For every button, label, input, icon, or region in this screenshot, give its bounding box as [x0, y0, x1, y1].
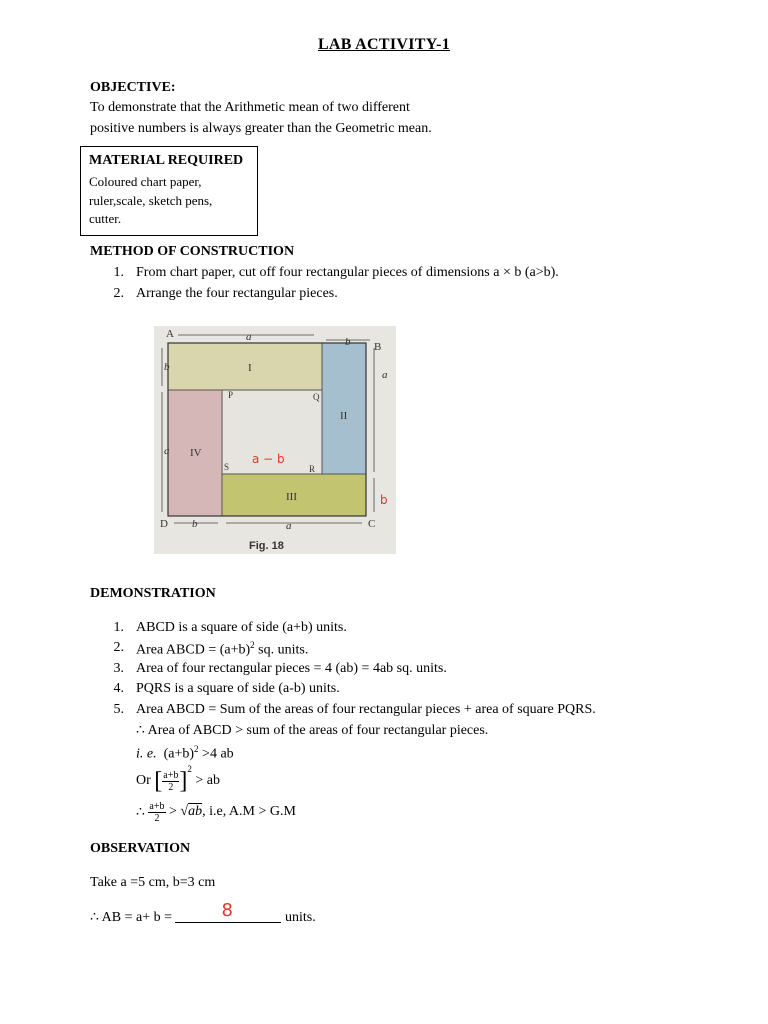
demo-item-text: Area ABCD = Sum of the areas of four rectangular pieces + area of square PQRS.: [136, 702, 596, 717]
material-line-2: ruler,scale, sketch pens,: [89, 193, 213, 208]
material-box: [80, 146, 258, 236]
demo-item-number: 5.: [113, 702, 124, 717]
label-a-top: a: [246, 331, 252, 343]
figure-caption: Fig. 18: [249, 540, 284, 552]
therefore-line: ∴ Area of ABCD > sum of the areas of four rectangular pieces.: [136, 723, 489, 738]
label-b-top: b: [345, 336, 351, 348]
method-item-text: From chart paper, cut off four rectangular pieces of dimensions a × b (a>b).: [136, 265, 559, 280]
page-title: LAB ACTIVITY-1: [317, 36, 451, 53]
figure-diagram: [154, 326, 396, 554]
method-heading: METHOD OF CONSTRUCTION: [90, 244, 295, 259]
label-R: R: [309, 464, 316, 474]
demonstration-heading: DEMONSTRATION: [90, 586, 216, 601]
demo-item-text: Area of four rectangular pieces = 4 (ab) = 4ab sq. units.: [136, 661, 447, 676]
demo-item-number: 1.: [113, 620, 124, 635]
label-IV: IV: [190, 447, 202, 459]
or-fraction: $\frac{a+b}{2}$: [163, 769, 179, 793]
label-b-bottom: b: [192, 518, 198, 530]
label-A: A: [166, 328, 174, 340]
final-fraction: $\frac{a+b}{2}$: [149, 800, 165, 824]
objective-line-1: To demonstrate that the Arithmetic mean of two different: [90, 100, 410, 115]
piece-I: [168, 343, 322, 390]
label-a-right: a: [382, 369, 388, 381]
demonstration-list: [0, 620, 768, 724]
handwritten-answer: 8: [221, 900, 233, 921]
demo-item-text: PQRS is a square of side (a-b) units.: [136, 681, 340, 696]
method-list: [0, 265, 768, 309]
label-Q: Q: [313, 392, 320, 402]
demo-item-text: Area ABCD = $(a+b)^2$ sq. units.: [136, 640, 309, 658]
piece-II: [322, 343, 366, 474]
demo-item-number: 4.: [113, 681, 124, 696]
observation-values: Take a =5 cm, b=3 cm: [90, 875, 216, 890]
material-heading: MATERIAL REQUIRED: [89, 153, 244, 168]
demo-item-number: 2.: [113, 640, 124, 655]
label-I: I: [248, 362, 252, 374]
objective-heading: OBJECTIVE:: [90, 80, 176, 95]
handwritten-b: b: [380, 493, 388, 507]
construction-figure: [154, 326, 396, 554]
observation-heading: OBSERVATION: [90, 841, 191, 856]
or-line: Or [ $\frac{a+b}{2}$ ] $^2$ > ab: [136, 764, 220, 794]
method-item-number: 2.: [113, 286, 124, 301]
handwritten-a-minus-b: a − b: [252, 452, 285, 466]
label-a-bottom: a: [286, 520, 292, 532]
label-III: III: [286, 491, 297, 503]
label-P: P: [228, 390, 234, 400]
label-D: D: [160, 518, 168, 530]
objective-line-2: positive numbers is always greater than the Geometric mean.: [90, 121, 432, 136]
material-line-1: Coloured chart paper,: [89, 174, 202, 189]
demo-item-text: ABCD is a square of side (a+b) units.: [136, 620, 347, 635]
material-line-3: cutter.: [89, 211, 122, 226]
observation-ab-line: ∴ AB = a+ b = 8 units.: [90, 900, 316, 925]
demo-item-number: 3.: [113, 661, 124, 676]
label-C: C: [368, 518, 376, 530]
ie-line: i. e. $(a+b)^2 >4$ ab: [136, 744, 234, 762]
label-B: B: [374, 341, 382, 353]
label-II: II: [340, 410, 348, 422]
label-S: S: [224, 462, 230, 472]
am-gm-line: ∴ $\frac{a+b}{2}$ > √ ab , i.e, A.M > G.M: [136, 800, 296, 824]
method-item-text: Arrange the four rectangular pieces.: [136, 286, 338, 301]
label-b-left: b: [164, 361, 170, 373]
answer-blank[interactable]: [175, 900, 281, 923]
method-item-number: 1.: [113, 265, 124, 280]
label-a-left: a: [164, 445, 170, 457]
